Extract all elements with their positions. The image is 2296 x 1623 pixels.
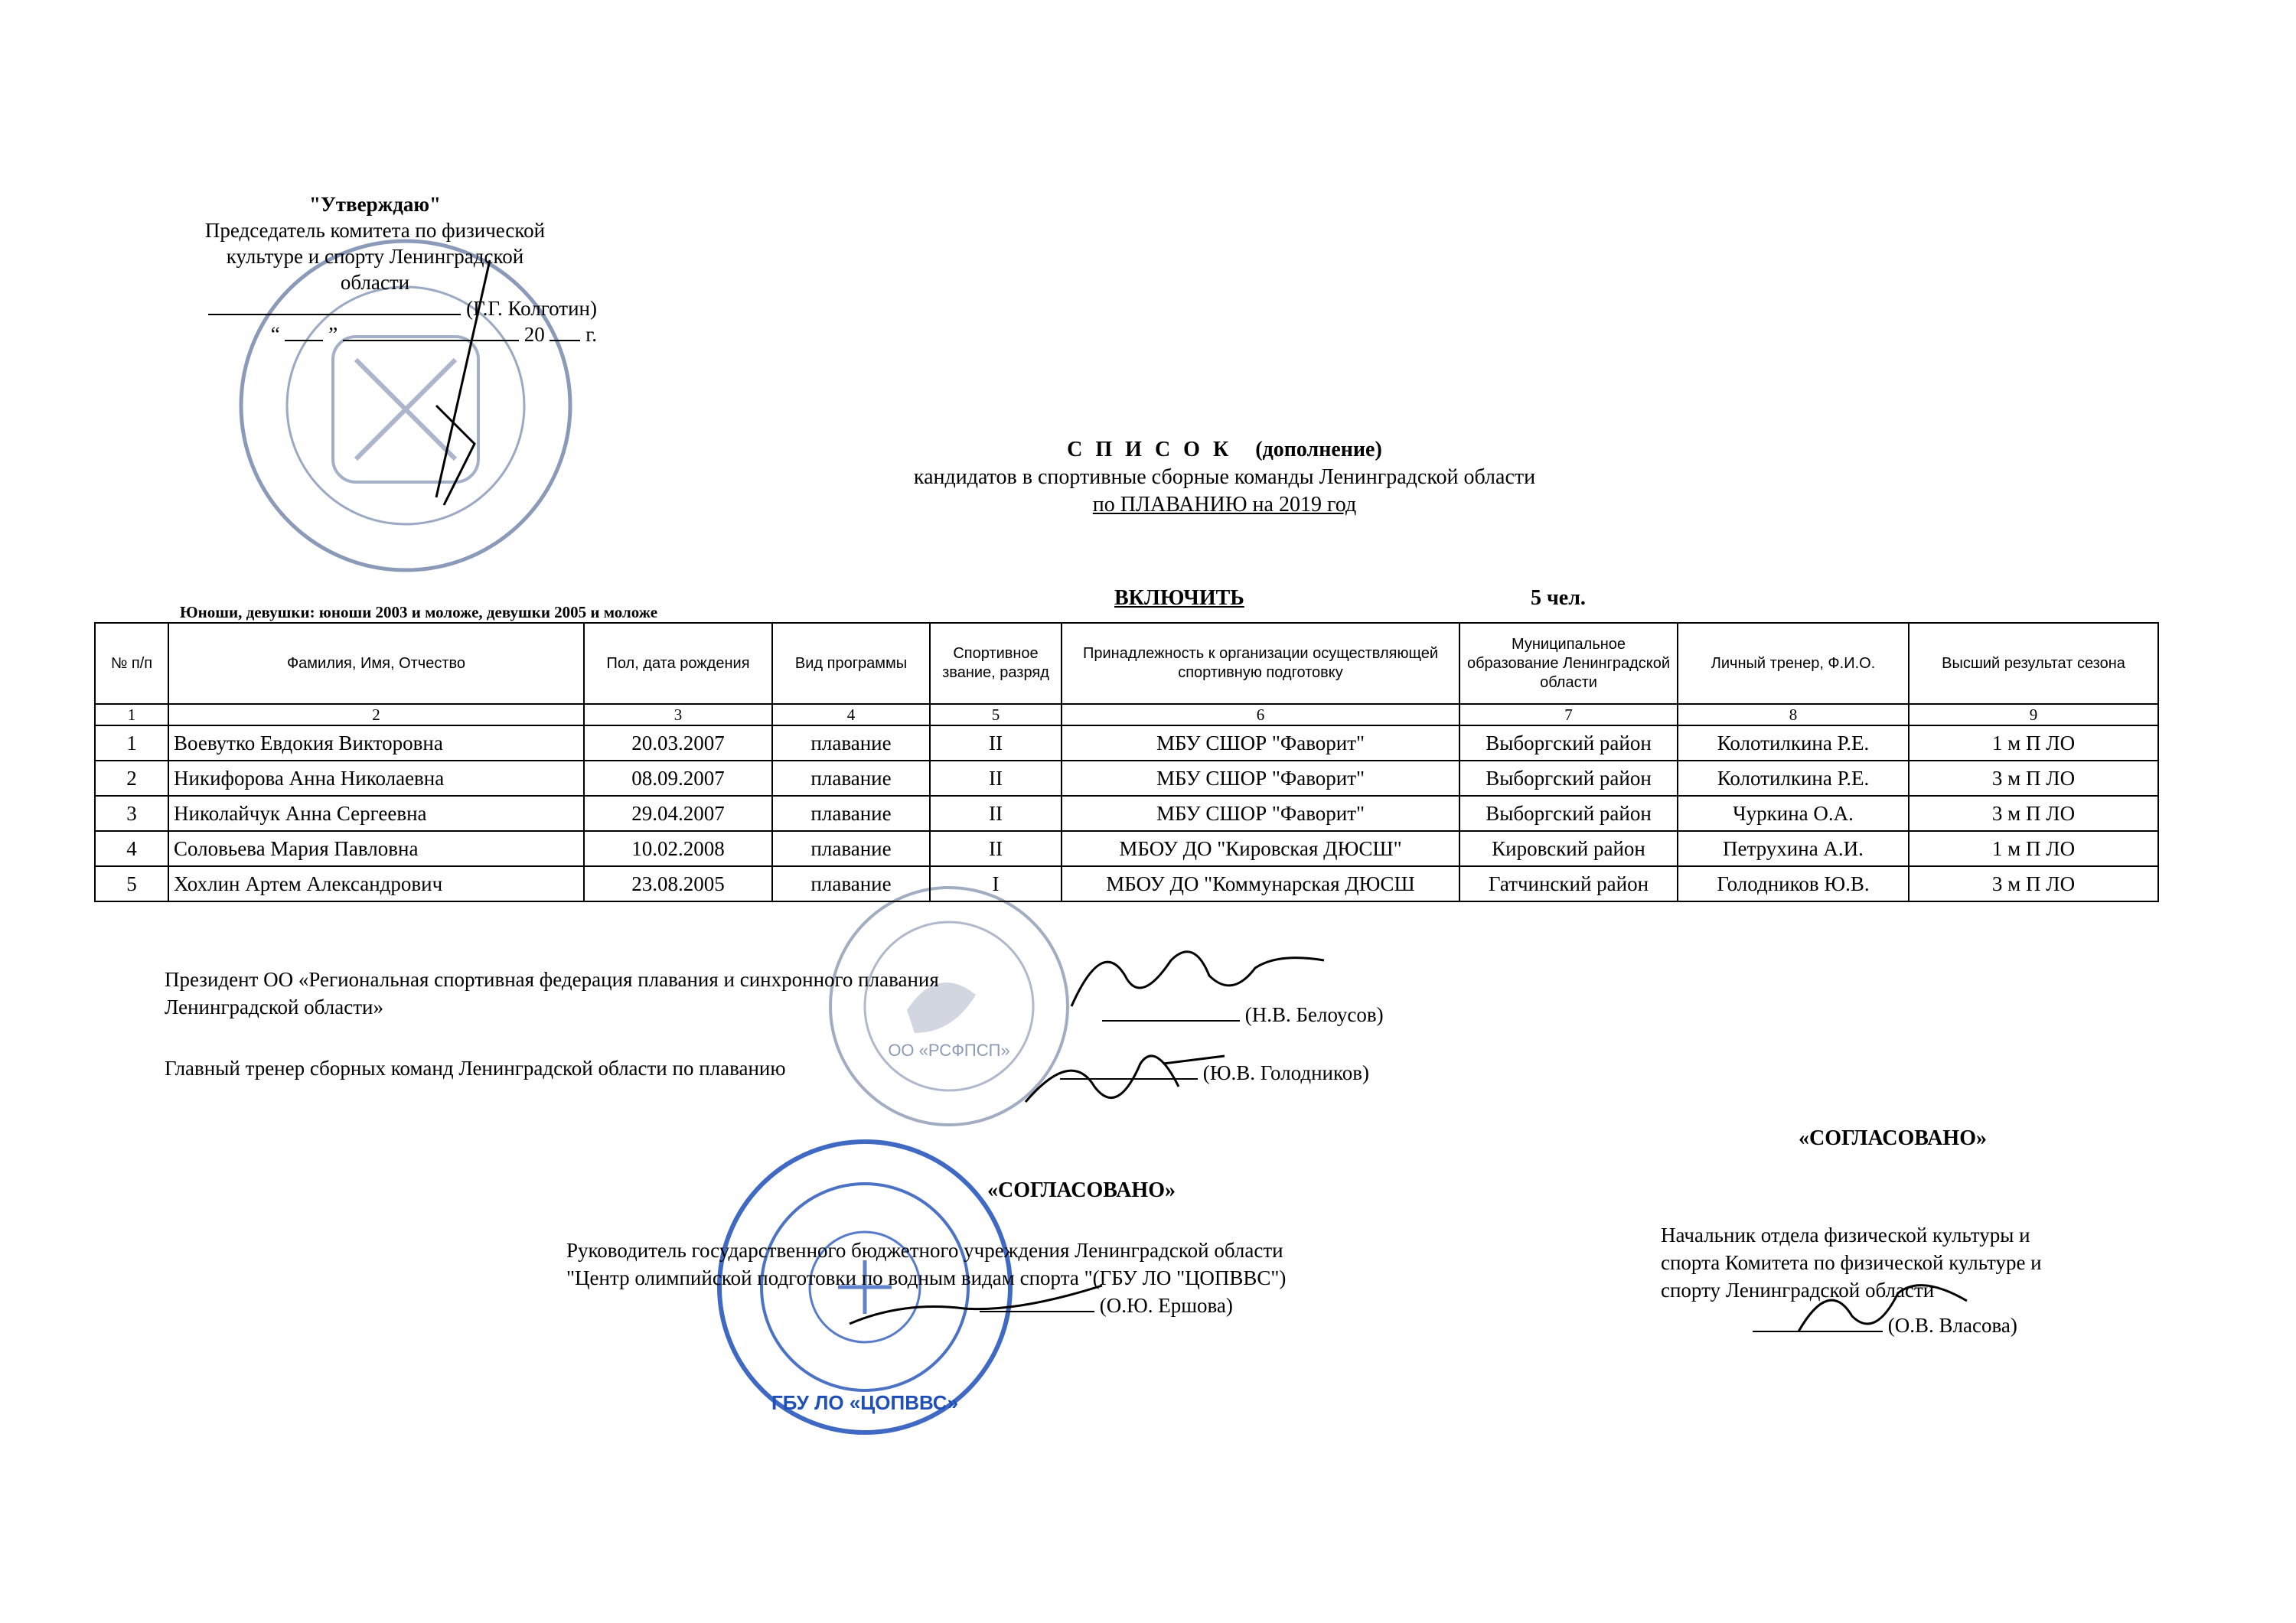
gbu-name-line (980, 1292, 1233, 1319)
cell-program: плавание (772, 725, 930, 761)
cell-birth-date: 20.03.2007 (584, 725, 772, 761)
president-name: (Н.В. Белоусов) (1244, 1003, 1384, 1026)
cell-district: Выборгский район (1459, 796, 1678, 831)
column-number: 2 (168, 704, 584, 725)
cell-coach: Колотилкина Р.Е. (1678, 725, 1909, 761)
table-header-row (95, 623, 2158, 704)
cell-full-name: Николайчук Анна Сергеевна (168, 796, 584, 831)
dept-text-2: спорта Комитета по физической культуре и (1661, 1251, 2042, 1274)
cell-number: 2 (95, 761, 168, 796)
cell-program: плавание (772, 761, 930, 796)
cell-birth-date: 08.09.2007 (584, 761, 772, 796)
cell-number: 1 (95, 725, 168, 761)
cell-full-name: Воевутко Евдокия Викторовна (168, 725, 584, 761)
column-number: 9 (1909, 704, 2158, 725)
table-row (95, 796, 2158, 831)
agreed-heading-left: «СОГЛАСОВАНО» (987, 1178, 1176, 1202)
approval-signature-line (208, 314, 461, 315)
cell-full-name: Никифорова Анна Николаевна (168, 761, 584, 796)
president-text-1: Президент ОО «Региональная спортивная федерация плавания и синхронного плавания (165, 968, 939, 991)
header-cell: № п/п (95, 623, 168, 704)
document-title (765, 436, 1684, 519)
table-row (95, 725, 2158, 761)
cell-coach: Петрухина А.И. (1678, 831, 1909, 866)
column-number-row (95, 704, 2158, 725)
date-open-quote: “ (270, 323, 280, 346)
agreed-heading-right: «СОГЛАСОВАНО» (1799, 1126, 1987, 1150)
cell-district: Выборгский район (1459, 761, 1678, 796)
group-label: Юноши, девушки: юноши 2003 и моложе, девушки 2005 и моложе (180, 603, 658, 621)
approval-block (153, 191, 597, 347)
president-signature-line (1102, 1020, 1240, 1022)
cell-birth-date: 10.02.2008 (584, 831, 772, 866)
column-number: 6 (1062, 704, 1459, 725)
cell-coach: Чуркина О.А. (1678, 796, 1909, 831)
header-cell: Высший результат сезона (1909, 623, 2158, 704)
cell-rank: II (930, 831, 1062, 866)
date-close-quote: ” (328, 323, 338, 346)
column-number: 7 (1459, 704, 1678, 725)
cell-full-name: Соловьева Мария Павловна (168, 831, 584, 866)
approval-line-3: области (340, 271, 410, 294)
dept-text-3: спорту Ленинградской области (1661, 1279, 1935, 1302)
cell-rank: I (930, 866, 1062, 901)
chief-text: Главный тренер сборных команд Ленинградской области по плаванию (165, 1057, 786, 1080)
cell-full-name: Хохлин Артем Александрович (168, 866, 584, 901)
cell-number: 3 (95, 796, 168, 831)
date-month-line (343, 340, 519, 341)
approval-line-2: культуре и спорту Ленинградской (226, 245, 524, 268)
cell-organization: МБОУ ДО "Кировская ДЮСШ" (1062, 831, 1459, 866)
dept-name: (О.В. Власова) (1887, 1314, 2017, 1337)
title-sub: (дополнение) (1255, 438, 1382, 461)
cell-birth-date: 29.04.2007 (584, 796, 772, 831)
cell-rank: II (930, 725, 1062, 761)
cell-coach: Колотилкина Р.Е. (1678, 761, 1909, 796)
date-suffix: г. (585, 323, 597, 346)
candidates-table (94, 622, 2159, 902)
cell-best-result: 1 м П ЛО (1909, 725, 2158, 761)
federation-stamp-text: ОО «РСФПСП» (888, 1041, 1010, 1060)
cell-district: Гатчинский район (1459, 866, 1678, 901)
column-number: 3 (584, 704, 772, 725)
dept-text-1: Начальник отдела физической культуры и (1661, 1224, 2030, 1247)
header-cell: Фамилия, Имя, Отчество (168, 623, 584, 704)
cell-coach: Голодников Ю.В. (1678, 866, 1909, 901)
cell-birth-date: 23.08.2005 (584, 866, 772, 901)
president-name-line (1102, 1001, 1384, 1028)
title-main: С П И С О К (1067, 438, 1233, 461)
cell-rank: II (930, 761, 1062, 796)
cell-district: Выборгский район (1459, 725, 1678, 761)
approval-heading: "Утверждаю" (308, 193, 441, 216)
cell-best-result: 1 м П ЛО (1909, 831, 2158, 866)
cell-best-result: 3 м П ЛО (1909, 761, 2158, 796)
president-text-2: Ленинградской области» (165, 996, 383, 1018)
header-cell: Принадлежность к организации осуществляющей спортивную подготовку (1062, 623, 1459, 704)
header-cell: Вид программы (772, 623, 930, 704)
cell-number: 4 (95, 831, 168, 866)
table-row (95, 761, 2158, 796)
column-number: 4 (772, 704, 930, 725)
dept-name-line (1753, 1312, 2017, 1339)
header-cell: Спортивное звание, разряд (930, 623, 1062, 704)
chief-name-line (1060, 1059, 1369, 1087)
president-block (165, 966, 1045, 1021)
title-line-2: кандидатов в спортивные сборные команды Ленинградской области (913, 465, 1536, 489)
table-row (95, 831, 2158, 866)
table-row (95, 866, 2158, 901)
cell-organization: МБУ СШОР "Фаворит" (1062, 725, 1459, 761)
cell-organization: МБУ СШОР "Фаворит" (1062, 796, 1459, 831)
gbu-text-2: "Центр олимпийской подготовки по водным видам спорта "(ГБУ ЛО "ЦОПВВС") (566, 1266, 1287, 1289)
dept-head-block (1661, 1221, 2120, 1304)
cell-program: плавание (772, 866, 930, 901)
gbu-signature-line (980, 1311, 1094, 1312)
gbu-head-block (566, 1237, 1485, 1292)
approval-line-1: Председатель комитета по физической (204, 219, 546, 242)
approval-signer: (Г.Г. Колготин) (466, 297, 597, 320)
dept-signature-line (1753, 1331, 1883, 1332)
cell-number: 5 (95, 866, 168, 901)
cell-program: плавание (772, 831, 930, 866)
cell-program: плавание (772, 796, 930, 831)
gbu-text-1: Руководитель государственного бюджетного учреждения Ленинградской области (566, 1239, 1283, 1262)
date-year: 20 (523, 323, 545, 346)
cell-district: Кировский район (1459, 831, 1678, 866)
title-line-3: по ПЛАВАНИЮ на 2019 год (1092, 493, 1357, 517)
column-number: 1 (95, 704, 168, 725)
chief-signature-line (1060, 1078, 1198, 1080)
gbu-stamp-text: ГБУ ЛО «ЦОПВВС» (771, 1391, 959, 1414)
date-year-line (550, 340, 580, 341)
cell-best-result: 3 м П ЛО (1909, 796, 2158, 831)
date-day-line (285, 340, 323, 341)
gbu-name: (О.Ю. Ершова) (1099, 1294, 1233, 1317)
header-cell: Пол, дата рождения (584, 623, 772, 704)
column-number: 5 (930, 704, 1062, 725)
include-label: ВКЛЮЧИТЬ (1114, 586, 1244, 610)
column-number: 8 (1678, 704, 1909, 725)
chief-name: (Ю.В. Голодников) (1202, 1061, 1369, 1084)
cell-best-result: 3 м П ЛО (1909, 866, 2158, 901)
cell-organization: МБОУ ДО "Коммунарская ДЮСШ (1062, 866, 1459, 901)
cell-rank: II (930, 796, 1062, 831)
count-label: 5 чел. (1531, 586, 1586, 610)
header-cell: Личный тренер, Ф.И.О. (1678, 623, 1909, 704)
header-cell: Муниципальное образование Ленинградской области (1459, 623, 1678, 704)
cell-organization: МБУ СШОР "Фаворит" (1062, 761, 1459, 796)
